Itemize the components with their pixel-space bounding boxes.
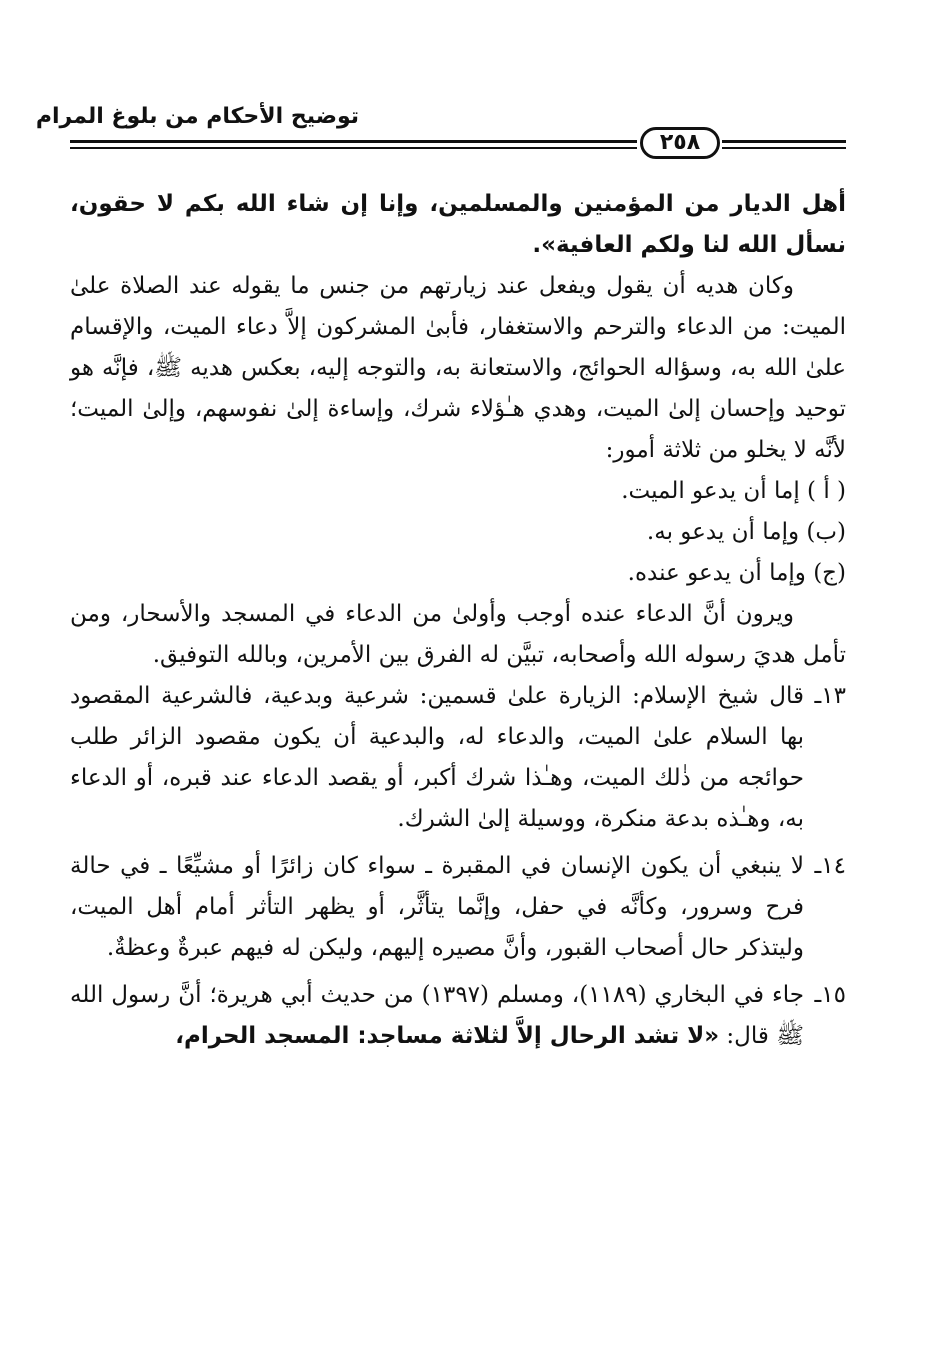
header-rule-right-thick [722, 140, 846, 143]
list-item-a: ( أ ) إما أن يدعو الميت. [621, 478, 846, 504]
hadith-quote-end: أهل الديار من المؤمنين والمسلمين، وإنا إن شاء الله بكم لا حقون، نسأل الله لنا ولكم العافية». [70, 191, 846, 258]
numbered-point-15 [70, 975, 846, 1057]
page-number-badge: ٢٥٨ [640, 127, 720, 159]
header-rule-left-thin [70, 147, 637, 149]
point-text: قال شيخ الإسلام: الزيارة علىٰ قسمين: شرعية وبدعية، فالشرعية المقصود بها السلام علىٰ الميت، والدعاء له، والبدعية أن يكون مقصود الزائر طلب حوائجه من ذٰلك الميت، وهـٰذا شرك أكبر، أو يقصد الدعاء عند قبره، أو الدعاء به، وهـٰذه بدعة منكرة، ووسيلة إلىٰ الشرك. [70, 683, 804, 832]
paragraph-visit-guidance: وكان هديه أن يقول ويفعل عند زيارتهم من جنس ما يقوله عند الصلاة علىٰ الميت: من الدعاء والترحم والاستغفار، فأبىٰ المشركون إلاَّ دعاء الميت، والإقسام علىٰ الله به، وسؤاله الحوائج، والاستعانة به، والتوجه إليه، بعكس هديه ﷺ، فإنَّه هو توحيد وإحسان إلىٰ الميت، وهدي هـٰؤلاء شرك، وإساءة إلىٰ نفوسهم، وإلىٰ الميت؛ لأنَّه لا يخلو من ثلاثة أمور: [70, 273, 846, 463]
header-rule-left-thick [70, 140, 637, 143]
page-body [70, 184, 846, 1057]
point-text: لا ينبغي أن يكون الإنسان في المقبرة ـ سواء كان زائرًا أو مشيِّعًا ـ في حالة فرح وسرور، وكأنَّه في حفل، وإنَّما يتأثَّر، أو يظهر التأثر أمام أهل الميت، وليتذكر حال أصحاب القبور، وأنَّ مصيره إليهم، وليكن له فيهم عبرةٌ وعظةٌ. [70, 853, 804, 961]
paragraph-dua-note: ويرون أنَّ الدعاء عنده أوجب وأولىٰ من الدعاء في المسجد والأسحار، ومن تأمل هديَ رسوله الله وأصحابه، تبيَّن له الفرق بين الأمرين، وبالله التوفيق. [70, 601, 846, 668]
point-number: ١٥ـ [814, 982, 846, 1008]
list-item-c: (ج) وإما أن يدعو عنده. [627, 560, 846, 586]
header-rule-right-thin [722, 147, 846, 149]
point-text-plain: جاء في البخاري (١١٨٩)، ومسلم (١٣٩٧) من حديث أبي هريرة؛ أنَّ رسول الله ﷺ قال: [70, 982, 804, 1049]
numbered-point-13 [70, 676, 846, 840]
point-number: ١٣ـ [814, 683, 846, 709]
numbered-point-14 [70, 846, 846, 969]
list-item-b: (ب) وإما أن يدعو به. [646, 519, 846, 545]
running-header-title: توضيح الأحكام من بلوغ المرام [35, 104, 359, 129]
point-text [70, 975, 804, 1057]
point-number: ١٤ـ [814, 853, 846, 879]
hadith-quote-start: «لا تشد الرحال إلاَّ لثلاثة مساجد: المسجد الحرام، [175, 1023, 720, 1049]
